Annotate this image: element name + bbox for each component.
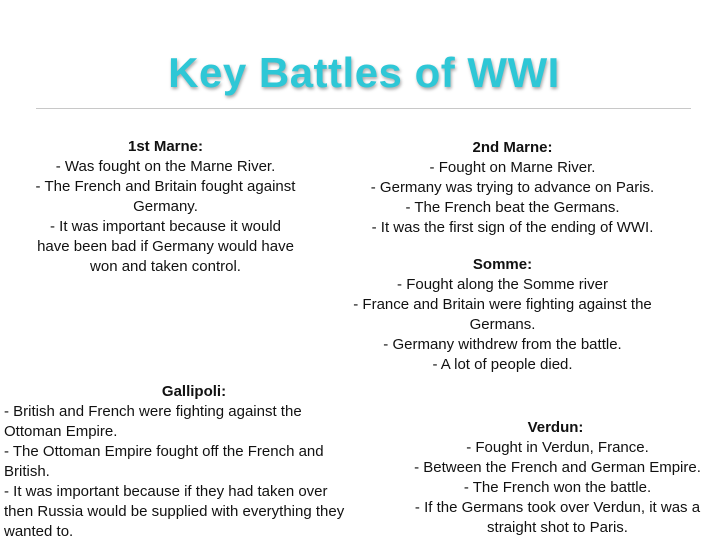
battle-line: then Russia would be supplied with everything they: [4, 503, 345, 520]
battle-1st-marne: [8, 137, 323, 277]
battle-gallipoli: [4, 382, 384, 542]
title-divider: [36, 108, 691, 109]
battle-line: Germans.: [469, 316, 536, 333]
battle-line: - It was the first sign of the ending of WWI.: [371, 219, 654, 236]
battle-line: - The French beat the Germans.: [405, 199, 620, 216]
battle-line: - It was important because it would: [50, 218, 281, 235]
battle-line: Ottoman Empire.: [4, 423, 118, 440]
battle-line: won and taken control.: [90, 258, 241, 275]
battle-heading: 2nd Marne:: [472, 139, 553, 156]
battle-line: - France and Britain were fighting against the: [353, 296, 652, 313]
battle-line: Germany.: [133, 198, 198, 215]
battle-line: wanted to.: [4, 523, 74, 540]
battle-line: - Fought in Verdun, France.: [466, 439, 649, 456]
battle-line: - Fought on Marne River.: [429, 159, 596, 176]
battle-heading: Somme:: [472, 256, 533, 273]
battle-line: British.: [4, 463, 50, 480]
battle-line: straight shot to Paris.: [487, 519, 628, 536]
battle-line: - If the Germans took over Verdun, it was a: [414, 499, 701, 516]
battle-somme: [330, 255, 675, 375]
battle-line: - The Ottoman Empire fought off the French and: [4, 443, 324, 460]
battle-heading: Gallipoli:: [161, 383, 227, 400]
battle-line: - Germany was trying to advance on Paris.: [370, 179, 655, 196]
battle-line: have been bad if Germany would have: [37, 238, 294, 255]
battle-line: - A lot of people died.: [432, 356, 573, 373]
battle-heading: 1st Marne:: [127, 138, 204, 155]
battle-line: - Fought along the Somme river: [397, 276, 608, 293]
battle-verdun: [388, 418, 723, 538]
slide-title: Key Battles of WWI: [168, 49, 560, 96]
battle-line: - British and French were fighting against the: [4, 403, 302, 420]
battle-2nd-marne: [345, 138, 680, 238]
battle-line: - Between the French and German Empire.: [414, 459, 701, 476]
battle-line: - Germany withdrew from the battle.: [383, 336, 622, 353]
battle-line: - It was important because if they had taken over: [4, 483, 328, 500]
battle-line: - The French and Britain fought against: [35, 178, 296, 195]
battle-heading: Verdun:: [527, 419, 584, 436]
battle-line: - Was fought on the Marne River.: [55, 158, 276, 175]
battle-line: - The French won the battle.: [463, 479, 652, 496]
